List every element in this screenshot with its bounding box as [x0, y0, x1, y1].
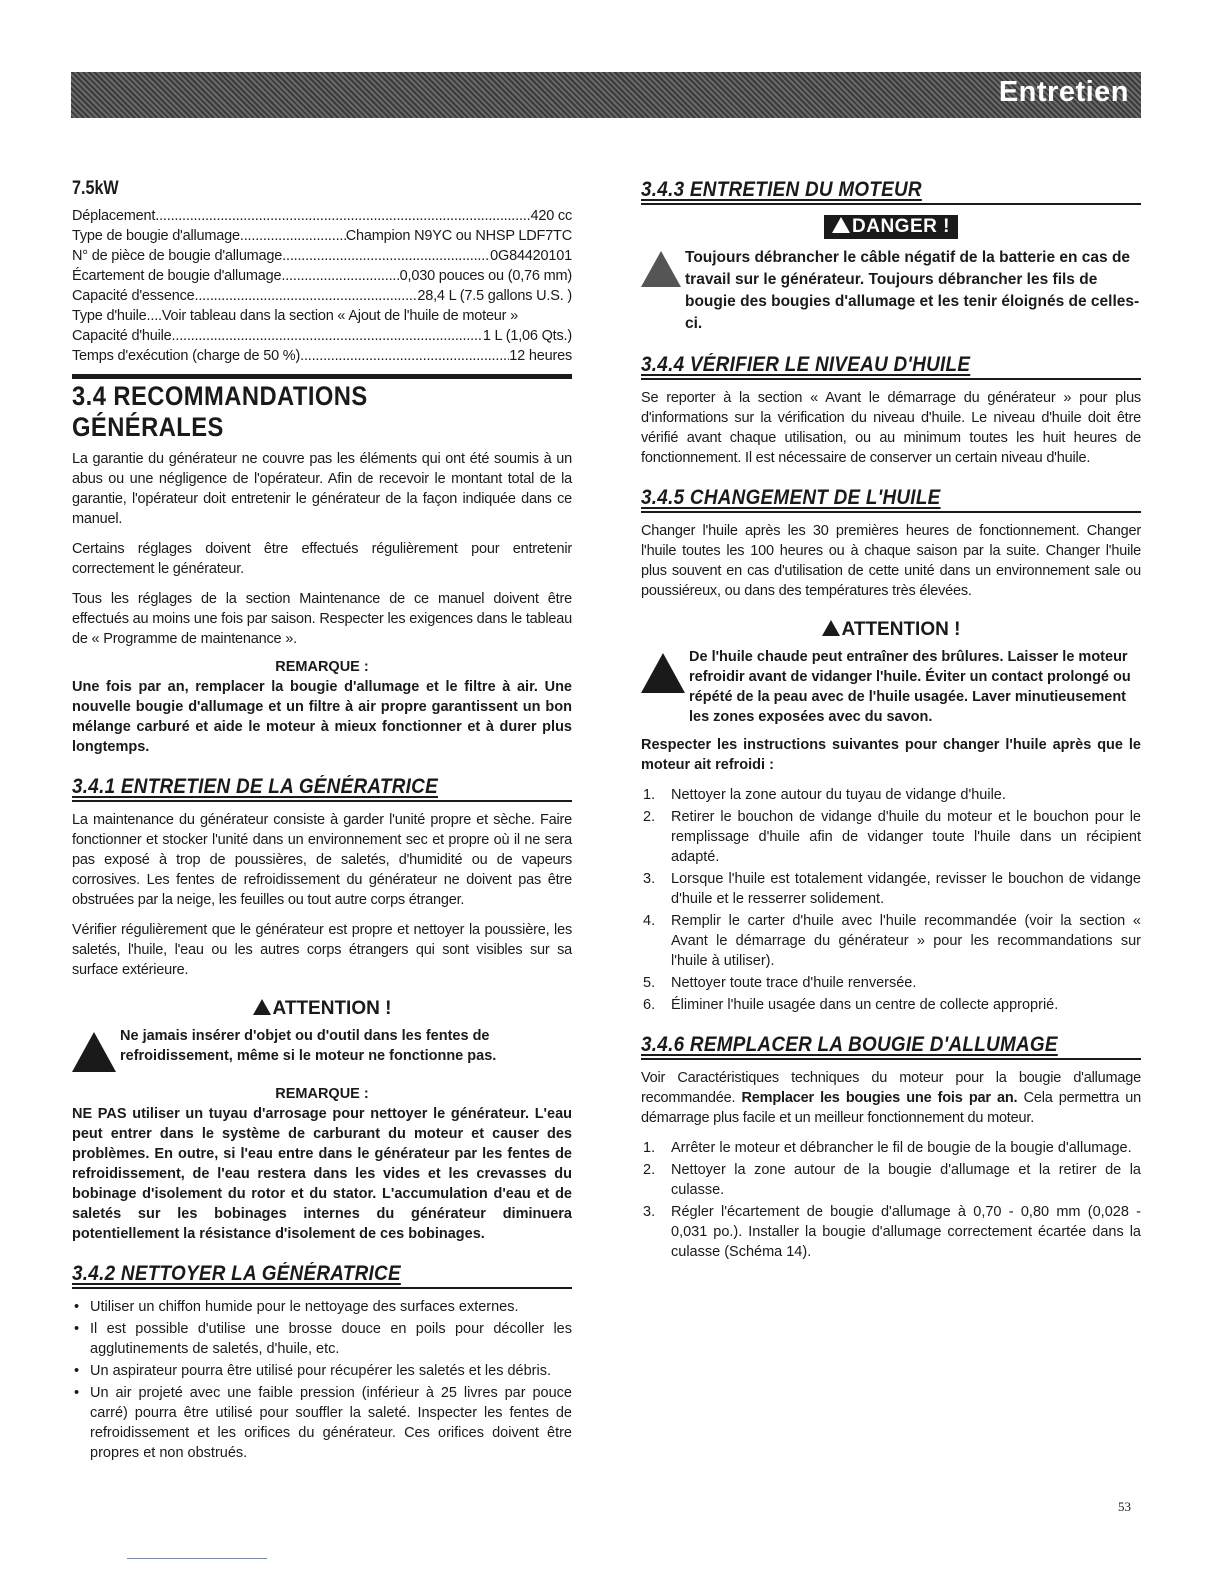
spec-value: 420 cc	[530, 208, 572, 224]
spec-row	[72, 206, 572, 226]
header-banner	[71, 72, 1141, 118]
danger-block	[641, 247, 1141, 335]
section-3-4-4	[641, 353, 1141, 380]
note-body: Une fois par an, remplacer la bougie d'allumage et le filtre à air. Une nouvelle bougie d'allumage et un filtre à air propre garantissent un bon mélange carburé et aide le moteur à mieux fonctionner et à durer plus longtemps.	[72, 679, 572, 755]
right-column	[641, 178, 1141, 1264]
list-item: 3. Lorsque l'huile est totalement vidangée, revisser le bouchon de vidange d'huile et le resserrer solidement.	[643, 871, 1141, 907]
note-body: NE PAS utiliser un tuyau d'arrosage pour nettoyer le générateur. L'eau peut entrer dans le système de carburant du moteur et causer des problèmes. En outre, si l'eau entre dans le générateur par les fentes de refroidissement, de l'eau restera dans les vides et les crevasses du bobinage d'isolement du rotor et du stator. L'accumulation d'eau et de saletés sur les bobinages internes du générateur diminuera potentiellement la résistance d'isolement de ces bobinages.	[72, 1106, 572, 1242]
list-item: • Un air projeté avec une faible pression (inférieur à 25 livres par pouce carré) pourra être utilisé pour souffler la saleté. Inspecter les fentes de refroidissement et les orifices du générateur. Ces orifices doivent être propres et non obstrués.	[72, 1383, 572, 1463]
spec-value: 0G84420101	[490, 248, 572, 264]
spec-label: Type de bougie d'allumage	[72, 228, 240, 244]
spec-label: Déplacement	[72, 208, 156, 224]
spec-label: Type d'huile....	[72, 308, 162, 324]
warning-icon	[253, 999, 271, 1015]
section-3-4-6	[641, 1033, 1141, 1060]
bullet-list	[72, 1297, 572, 1463]
spec-label: N° de pièce de bougie d'allumage	[72, 248, 283, 264]
spec-label: Écartement de bougie d'allumage	[72, 268, 282, 284]
paragraph: Certains réglages doivent être effectués régulièrement pour entretenir correctement le générateur.	[72, 541, 572, 577]
list-item: 3. Régler l'écartement de bougie d'allumage à 0,70 - 0,80 mm (0,028 - 0,031 po.). Installer la bougie d'allumage correctement écartée dans la culasse (Schéma 14).	[643, 1204, 1141, 1260]
list-item: 4. Remplir le carter d'huile avec l'huile recommandée (voir la section « Avant le démarrage du générateur » pour les recommandations sur l'huile à utiliser).	[643, 913, 1141, 969]
spec-value: Voir tableau dans la section « Ajout de l'huile de moteur »	[161, 308, 518, 324]
warning-triangle-icon	[641, 653, 685, 693]
attention-label: ATTENTION !	[272, 998, 392, 1019]
subsection-heading: 3.4.6 REMPLACER LA BOUGIE D'ALLUMAGE	[641, 1033, 1058, 1056]
paragraph: Vérifier régulièrement que le générateur est propre et nettoyer la poussière, les saletés, l'huile, l'eau ou les autres corps étrangers qui sont visibles sur sa surface extérieure.	[72, 922, 572, 978]
spec-label: Capacité d'essence	[72, 288, 195, 304]
spec-row	[72, 346, 572, 366]
subsection-heading: 3.4.5 CHANGEMENT DE L'HUILE	[641, 486, 941, 509]
warning-outline-icon	[641, 251, 681, 287]
spec-row	[72, 226, 572, 246]
subsection-heading: 3.4.1 ENTRETIEN DE LA GÉNÉRATRICE	[72, 775, 438, 798]
spec-value: 0,030 pouces ou (0,76 mm)	[399, 268, 572, 284]
page-number: 53	[1118, 1499, 1131, 1514]
warning-icon	[832, 217, 850, 233]
spec-title: 7.5kW	[72, 178, 119, 199]
list-item: • Utiliser un chiffon humide pour le nettoyage des surfaces externes.	[72, 1297, 572, 1317]
paragraph: Se reporter à la section « Avant le démarrage du générateur » pour plus d'informations sur la vérification du niveau d'huile. Le niveau d'huile doit être vérifié avant chaque utilisation, ou au minimum toutes les huit heures de fonctionnement. Il est nécessaire de conserver un certain niveau d'huile.	[641, 390, 1141, 466]
list-item: 5. Nettoyer toute trace d'huile renversée.	[643, 975, 917, 991]
paragraph: Changer l'huile après les 30 premières heures de fonctionnement. Changer l'huile toutes les 100 heures ou à chaque saison par la suite. Changer l'huile plus souvent en cas d'utilisation de cette unité dans un environnement sale ou poussiéreux, ou dans des températures très élevées.	[641, 523, 1141, 599]
spec-value: 12 heures	[509, 348, 572, 364]
list-item: • Il est possible d'utilise une brosse douce en poils pour décoller les agglutinements de saletés, d'huile, etc.	[72, 1319, 572, 1359]
danger-heading	[641, 215, 1141, 239]
instruction-lead: Respecter les instructions suivantes pour changer l'huile après que le moteur ait refroidi :	[641, 737, 1141, 773]
footer-rule	[127, 1558, 267, 1559]
section-3-4-5	[641, 486, 1141, 513]
attention-heading	[641, 619, 1141, 641]
danger-badge	[824, 215, 958, 239]
section-title: Entretien	[998, 76, 1129, 108]
spec-value: 28,4 L (7.5 gallons U.S. )	[417, 288, 572, 304]
section-3-4	[72, 374, 572, 443]
attention-text: De l'huile chaude peut entraîner des brûlures. Laisser le moteur refroidir avant de vidanger l'huile. Éviter un contact prolongé ou répété de la peau avec de l'huile usagée. Laver minutieusement les zones exposées avec du savon.	[689, 649, 1131, 725]
section-heading: 3.4 RECOMMANDATIONS GÉNÉRALES	[72, 381, 368, 442]
section-3-4-2	[72, 1262, 572, 1289]
subsection-heading: 3.4.4 VÉRIFIER LE NIVEAU D'HUILE	[641, 353, 971, 376]
note-heading: REMARQUE :	[275, 659, 369, 675]
danger-text: Toujours débrancher le câble négatif de la batterie en cas de travail sur le générateur. Toujours débrancher les fils de bougie des bougies d'allumage et les tenir éloignés de celles-ci.	[685, 249, 1140, 332]
list-item: 1. Nettoyer la zone autour du tuyau de vidange d'huile.	[643, 787, 1006, 803]
list-item: 2. Nettoyer la zone autour de la bougie d'allumage et la retirer de la culasse.	[643, 1162, 1141, 1198]
spec-row	[72, 326, 572, 346]
spec-row	[72, 246, 572, 266]
attention-block	[72, 1026, 572, 1072]
section-3-4-3	[641, 178, 1141, 205]
list-item: 1. Arrêter le moteur et débrancher le fil de bougie de la bougie d'allumage.	[643, 1140, 1132, 1156]
numbered-list	[641, 1138, 1141, 1262]
warning-triangle-icon	[72, 1032, 116, 1072]
spec-row	[72, 266, 572, 286]
spec-label: Capacité d'huile	[72, 328, 172, 344]
left-column	[72, 178, 572, 1465]
section-3-4-1	[72, 775, 572, 802]
paragraph: La garantie du générateur ne couvre pas les éléments qui ont été soumis à un abus ou une négligence de l'opérateur. Afin de recevoir le montant total de la garantie, l'opérateur doit entretenir le générateur de la façon indiquée dans ce manuel.	[72, 451, 572, 527]
paragraph: La maintenance du générateur consiste à garder l'unité propre et sèche. Faire fonctionner et stocker l'unité dans un environnement sec et propre où il ne sera pas exposé à trop de poussières, de saletés, d'humidité ou de vapeurs corrosives. Les fentes de refroidissement du générateur ne doivent pas être obstruées par la neige, les feuilles ou tout autre corps étranger.	[72, 812, 572, 908]
spec-value: Champion N9YC ou NHSP LDF7TC	[345, 228, 572, 244]
spec-label: Temps d'exécution (charge de 50 %)	[72, 348, 301, 364]
list-item: 6. Éliminer l'huile usagée dans un centre de collecte approprié.	[643, 997, 1059, 1013]
subsection-heading: 3.4.3 ENTRETIEN DU MOTEUR	[641, 178, 922, 201]
spec-row	[72, 306, 572, 326]
warning-icon	[822, 620, 840, 636]
attention-block	[641, 647, 1141, 727]
attention-heading	[72, 998, 572, 1020]
attention-text: Ne jamais insérer d'objet ou d'outil dans les fentes de refroidissement, même si le moteur ne fonctionne pas.	[120, 1028, 497, 1064]
note-heading: REMARQUE :	[275, 1086, 369, 1102]
spec-row	[72, 286, 572, 306]
spec-value: 1 L (1,06 Qts.)	[482, 328, 572, 344]
list-item: • Un aspirateur pourra être utilisé pour récupérer les saletés et les débris.	[72, 1361, 572, 1381]
danger-label: DANGER !	[852, 216, 950, 237]
spec-list	[72, 206, 572, 366]
subsection-heading: 3.4.2 NETTOYER LA GÉNÉRATRICE	[72, 1262, 401, 1285]
attention-label: ATTENTION !	[841, 619, 961, 640]
numbered-list	[641, 785, 1141, 1015]
paragraph: Voir Caractéristiques techniques du moteur pour la bougie d'allumage recommandée. Remplacer les bougies une fois par an. Cela permettra un démarrage plus facile et un meilleur fonctionnement du moteur.	[641, 1070, 1141, 1126]
paragraph: Tous les réglages de la section Maintenance de ce manuel doivent être effectués au moins une fois par saison. Respecter les exigences dans le tableau de « Programme de maintenance ».	[72, 591, 572, 647]
list-item: 2. Retirer le bouchon de vidange d'huile du moteur et le bouchon pour le remplissage d'huile afin de vidanger toute l'huile dans un récipient adapté.	[643, 809, 1141, 865]
